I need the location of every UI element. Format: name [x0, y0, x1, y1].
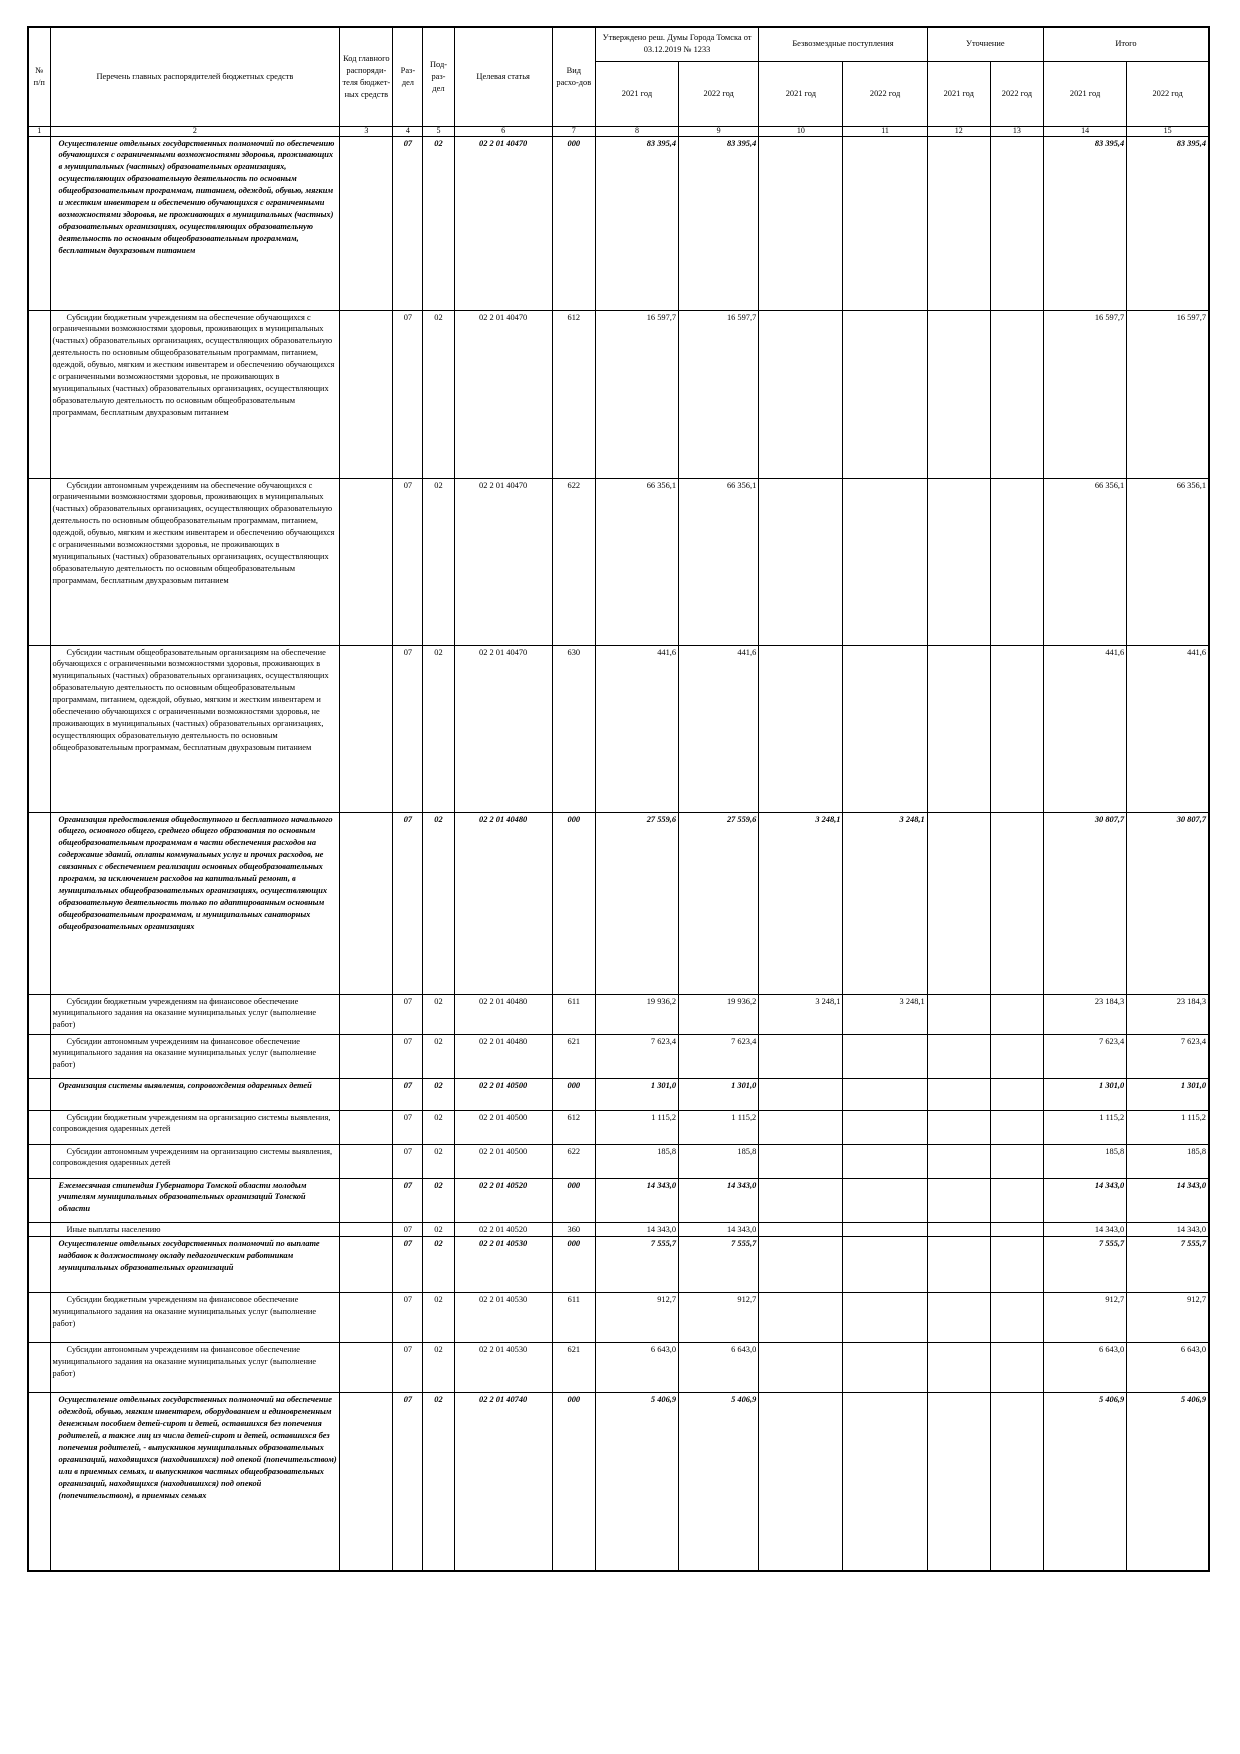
- free-2021: [759, 1110, 843, 1144]
- table-row: [28, 645, 1209, 812]
- row-code: [340, 136, 393, 310]
- row-razdel: 07: [393, 310, 423, 478]
- table-row: [28, 310, 1209, 478]
- free-2022: [843, 1078, 927, 1110]
- clarify-2021: [927, 1144, 990, 1178]
- free-2021: [759, 1144, 843, 1178]
- approved-2021: 185,8: [595, 1144, 678, 1178]
- clarify-2022: [990, 1178, 1043, 1222]
- row-code: [340, 1034, 393, 1078]
- row-code: [340, 1178, 393, 1222]
- column-number: 11: [843, 126, 927, 136]
- header-group-free: Безвозмездные поступления: [759, 27, 927, 61]
- row-number: [28, 1293, 50, 1343]
- header-year: 2021 год: [1043, 61, 1126, 126]
- total-2021: 912,7: [1043, 1293, 1126, 1343]
- header-year: 2022 год: [1127, 61, 1209, 126]
- row-target: 02 2 01 40470: [454, 310, 552, 478]
- approved-2021: 6 643,0: [595, 1343, 678, 1393]
- approved-2021: 7 623,4: [595, 1034, 678, 1078]
- row-name: Субсидии автономным учреждениям на обеспечение обучающихся с ограниченными возможностями здоровья, проживающих в муниципальных (частных) образовательных организациях, осуществляющих образовательную деятельность по основным общеобразовательным программам, питанием, одеждой, обувью, мягким и жестким инвентарем и обеспечению обучающихся с ограниченными возможностями здоровья, не проживающих в муниципальных (частных) образовательных организациях, осуществляющих образовательную деятельность по основным общеобразовательным программам, бесплатным двухразовым питанием: [50, 478, 340, 645]
- row-target: 02 2 01 40500: [454, 1078, 552, 1110]
- row-name: Ежемесячная стипендия Губернатора Томской области молодым учителям муниципальных образовательных организаций Томской области: [50, 1178, 340, 1222]
- table-body: [28, 136, 1209, 1571]
- row-name: Субсидии автономным учреждениям на финансовое обеспечение муниципального задания на оказание муниципальных услуг (выполнение работ): [50, 1343, 340, 1393]
- row-number: [28, 1393, 50, 1571]
- header-year: 2021 год: [927, 61, 990, 126]
- row-number: [28, 136, 50, 310]
- row-target: 02 2 01 40530: [454, 1343, 552, 1393]
- row-razdel: 07: [393, 1110, 423, 1144]
- row-code: [340, 1293, 393, 1343]
- free-2022: [843, 1237, 927, 1293]
- row-number: [28, 1237, 50, 1293]
- column-number: 2: [50, 126, 340, 136]
- row-target: 02 2 01 40480: [454, 1034, 552, 1078]
- approved-2021: 83 395,4: [595, 136, 678, 310]
- row-number: [28, 1078, 50, 1110]
- row-razdel: 07: [393, 136, 423, 310]
- row-vid: 621: [552, 1343, 595, 1393]
- clarify-2022: [990, 478, 1043, 645]
- row-code: [340, 1393, 393, 1571]
- row-vid: 630: [552, 645, 595, 812]
- row-target: 02 2 01 40740: [454, 1393, 552, 1571]
- free-2022: [843, 136, 927, 310]
- approved-2021: 27 559,6: [595, 812, 678, 994]
- column-number: 9: [679, 126, 759, 136]
- clarify-2022: [990, 136, 1043, 310]
- clarify-2021: [927, 1078, 990, 1110]
- total-2022: 14 343,0: [1127, 1178, 1209, 1222]
- header-year: 2022 год: [843, 61, 927, 126]
- total-2022: 441,6: [1127, 645, 1209, 812]
- row-target: 02 2 01 40470: [454, 645, 552, 812]
- total-2021: 30 807,7: [1043, 812, 1126, 994]
- column-number: 12: [927, 126, 990, 136]
- row-code: [340, 1343, 393, 1393]
- row-name: Субсидии бюджетным учреждениям на финансовое обеспечение муниципального задания на оказание муниципальных услуг (выполнение работ): [50, 994, 340, 1034]
- row-podrazdel: 02: [423, 1034, 454, 1078]
- row-vid: 611: [552, 1293, 595, 1343]
- header-group-total: Итого: [1043, 27, 1209, 61]
- column-number: 15: [1127, 126, 1209, 136]
- free-2022: [843, 1222, 927, 1237]
- row-vid: 000: [552, 1178, 595, 1222]
- row-razdel: 07: [393, 1293, 423, 1343]
- header-vid: Вид расхо-дов: [552, 27, 595, 126]
- header-name: Перечень главных распорядителей бюджетных средств: [50, 27, 340, 126]
- free-2021: [759, 1078, 843, 1110]
- header-year: 2022 год: [990, 61, 1043, 126]
- approved-2022: 1 301,0: [679, 1078, 759, 1110]
- clarify-2022: [990, 1222, 1043, 1237]
- table-row: [28, 478, 1209, 645]
- total-2021: 1 115,2: [1043, 1110, 1126, 1144]
- approved-2022: 6 643,0: [679, 1343, 759, 1393]
- table-row-group: [28, 1237, 1209, 1293]
- row-vid: 000: [552, 812, 595, 994]
- row-number: [28, 812, 50, 994]
- row-razdel: 07: [393, 478, 423, 645]
- column-number: 5: [423, 126, 454, 136]
- approved-2022: 7 623,4: [679, 1034, 759, 1078]
- row-name: Осуществление отдельных государственных полномочий на обеспечение одеждой, обувью, мягким инвентарем, оборудованием и единовременным денежным пособием детей-сирот и детей, оставшихся без попечения родителей, а также лиц из числа детей-сирот и детей, оставшихся без попечения родителей, - выпускников муниципальных образовательных организаций, находящихся (находившихся) под опекой (попечительством) или в приемных семьях, и выпускников частных общеобразовательных организаций, находящихся (находившихся) под опекой (попечительством), в приемных семьях: [50, 1393, 340, 1571]
- free-2022: [843, 1144, 927, 1178]
- row-code: [340, 645, 393, 812]
- row-name: Осуществление отдельных государственных полномочий по выплате надбавок к должностному окладу педагогическим работникам муниципальных образовательных организаций: [50, 1237, 340, 1293]
- row-podrazdel: 02: [423, 994, 454, 1034]
- table-row: [28, 1222, 1209, 1237]
- row-razdel: 07: [393, 645, 423, 812]
- clarify-2021: [927, 1293, 990, 1343]
- row-code: [340, 1237, 393, 1293]
- approved-2021: 1 115,2: [595, 1110, 678, 1144]
- free-2021: 3 248,1: [759, 812, 843, 994]
- clarify-2022: [990, 645, 1043, 812]
- total-2022: 185,8: [1127, 1144, 1209, 1178]
- free-2021: [759, 1393, 843, 1571]
- row-razdel: 07: [393, 1237, 423, 1293]
- clarify-2022: [990, 1237, 1043, 1293]
- row-vid: 000: [552, 136, 595, 310]
- row-target: 02 2 01 40530: [454, 1237, 552, 1293]
- clarify-2021: [927, 136, 990, 310]
- row-target: 02 2 01 40500: [454, 1144, 552, 1178]
- column-number: 4: [393, 126, 423, 136]
- clarify-2022: [990, 1144, 1043, 1178]
- column-number: 6: [454, 126, 552, 136]
- header-year: 2021 год: [595, 61, 678, 126]
- free-2021: [759, 645, 843, 812]
- clarify-2021: [927, 310, 990, 478]
- free-2021: [759, 1237, 843, 1293]
- table-row: [28, 1343, 1209, 1393]
- row-name: Субсидии частным общеобразовательным организациям на обеспечение обучающихся с ограниченными возможностями здоровья, проживающих в муниципальных (частных) образовательных организациях, осуществляющих образовательную деятельность по основным общеобразовательным программам, питанием, одеждой, обувью, мягким и жестким инвентарем и обеспечению обучающихся с ограниченными возможностями здоровья, не проживающих в муниципальных (частных) образовательных организациях, осуществляющих образовательную деятельность по основным общеобразовательным программам, бесплатным двухразовым питанием: [50, 645, 340, 812]
- row-podrazdel: 02: [423, 310, 454, 478]
- clarify-2021: [927, 1110, 990, 1144]
- column-number: 3: [340, 126, 393, 136]
- row-podrazdel: 02: [423, 1144, 454, 1178]
- table-header: [28, 27, 1209, 136]
- row-number: [28, 1144, 50, 1178]
- total-2022: 6 643,0: [1127, 1343, 1209, 1393]
- header-num: № п/п: [28, 27, 50, 126]
- total-2021: 1 301,0: [1043, 1078, 1126, 1110]
- approved-2021: 1 301,0: [595, 1078, 678, 1110]
- approved-2022: 14 343,0: [679, 1222, 759, 1237]
- row-name: Иные выплаты населению: [50, 1222, 340, 1237]
- clarify-2022: [990, 1343, 1043, 1393]
- clarify-2021: [927, 1178, 990, 1222]
- row-target: 02 2 01 40470: [454, 136, 552, 310]
- clarify-2021: [927, 1222, 990, 1237]
- clarify-2022: [990, 812, 1043, 994]
- row-code: [340, 994, 393, 1034]
- row-vid: 000: [552, 1078, 595, 1110]
- row-target: 02 2 01 40530: [454, 1293, 552, 1343]
- clarify-2021: [927, 645, 990, 812]
- clarify-2022: [990, 1078, 1043, 1110]
- row-name: Организация предоставления общедоступного и бесплатного начального общего, основного общего, среднего общего образования по основным общеобразовательным программам в части обеспечения расходов на содержание зданий, оплаты коммунальных услуг и прочих расходов, не связанных с обеспечением реализации основных общеобразовательных программ, за исключением расходов на капитальный ремонт, в муниципальных общеобразовательных организациях, осуществляющих образовательную деятельность только по адаптированным основным общеобразовательным программам, и муниципальных санаторных общеобразовательных организациях: [50, 812, 340, 994]
- column-number: 13: [990, 126, 1043, 136]
- clarify-2021: [927, 1034, 990, 1078]
- free-2022: [843, 645, 927, 812]
- row-vid: 622: [552, 478, 595, 645]
- header-group-approved: Утверждено реш. Думы Города Томска от 03.12.2019 № 1233: [595, 27, 758, 61]
- total-2021: 185,8: [1043, 1144, 1126, 1178]
- row-podrazdel: 02: [423, 1343, 454, 1393]
- approved-2021: 7 555,7: [595, 1237, 678, 1293]
- free-2022: [843, 1393, 927, 1571]
- row-podrazdel: 02: [423, 812, 454, 994]
- clarify-2022: [990, 1393, 1043, 1571]
- free-2022: [843, 1178, 927, 1222]
- approved-2022: 1 115,2: [679, 1110, 759, 1144]
- free-2022: [843, 478, 927, 645]
- approved-2021: 5 406,9: [595, 1393, 678, 1571]
- approved-2022: 185,8: [679, 1144, 759, 1178]
- clarify-2022: [990, 994, 1043, 1034]
- row-podrazdel: 02: [423, 478, 454, 645]
- clarify-2021: [927, 812, 990, 994]
- free-2021: [759, 1034, 843, 1078]
- row-number: [28, 645, 50, 812]
- row-number: [28, 994, 50, 1034]
- row-vid: 622: [552, 1144, 595, 1178]
- free-2022: [843, 1293, 927, 1343]
- row-name: Субсидии бюджетным учреждениям на обеспечение обучающихся с ограниченными возможностями здоровья, проживающих в муниципальных (частных) образовательных организациях, осуществляющих образовательную деятельность по основным общеобразовательным программам, питанием, одеждой, обувью, мягким и жестким инвентарем и обеспечению обучающихся с ограниченными возможностями здоровья, не проживающих в муниципальных (частных) образовательных организациях, осуществляющих образовательную деятельность по основным общеобразовательным программам, бесплатным двухразовым питанием: [50, 310, 340, 478]
- table-row: [28, 994, 1209, 1034]
- total-2022: 30 807,7: [1127, 812, 1209, 994]
- row-name: Субсидии бюджетным учреждениям на финансовое обеспечение муниципального задания на оказание муниципальных услуг (выполнение работ): [50, 1293, 340, 1343]
- row-razdel: 07: [393, 1222, 423, 1237]
- row-target: 02 2 01 40480: [454, 994, 552, 1034]
- row-target: 02 2 01 40520: [454, 1222, 552, 1237]
- free-2021: [759, 1178, 843, 1222]
- table-row-group: [28, 136, 1209, 310]
- table-row-group: [28, 1078, 1209, 1110]
- approved-2021: 441,6: [595, 645, 678, 812]
- clarify-2022: [990, 310, 1043, 478]
- table-row-group: [28, 1393, 1209, 1571]
- approved-2021: 19 936,2: [595, 994, 678, 1034]
- row-podrazdel: 02: [423, 1078, 454, 1110]
- approved-2022: 66 356,1: [679, 478, 759, 645]
- row-number: [28, 310, 50, 478]
- table-row: [28, 1144, 1209, 1178]
- free-2022: 3 248,1: [843, 994, 927, 1034]
- clarify-2021: [927, 1393, 990, 1571]
- total-2022: 14 343,0: [1127, 1222, 1209, 1237]
- total-2022: 1 301,0: [1127, 1078, 1209, 1110]
- row-podrazdel: 02: [423, 1222, 454, 1237]
- column-number: 10: [759, 126, 843, 136]
- header-target: Целевая статья: [454, 27, 552, 126]
- total-2022: 1 115,2: [1127, 1110, 1209, 1144]
- approved-2022: 14 343,0: [679, 1178, 759, 1222]
- free-2021: [759, 1293, 843, 1343]
- table-row-group: [28, 1178, 1209, 1222]
- row-number: [28, 1343, 50, 1393]
- total-2021: 7 555,7: [1043, 1237, 1126, 1293]
- clarify-2022: [990, 1110, 1043, 1144]
- row-code: [340, 478, 393, 645]
- column-number-row: [28, 126, 1209, 136]
- approved-2021: 14 343,0: [595, 1178, 678, 1222]
- free-2022: [843, 1034, 927, 1078]
- row-number: [28, 1110, 50, 1144]
- row-podrazdel: 02: [423, 136, 454, 310]
- budget-table: [27, 26, 1210, 1572]
- total-2022: 83 395,4: [1127, 136, 1209, 310]
- approved-2022: 16 597,7: [679, 310, 759, 478]
- row-target: 02 2 01 40480: [454, 812, 552, 994]
- row-podrazdel: 02: [423, 1110, 454, 1144]
- row-code: [340, 1222, 393, 1237]
- free-2021: 3 248,1: [759, 994, 843, 1034]
- row-podrazdel: 02: [423, 1293, 454, 1343]
- row-vid: 612: [552, 1110, 595, 1144]
- row-podrazdel: 02: [423, 1237, 454, 1293]
- total-2021: 16 597,7: [1043, 310, 1126, 478]
- row-vid: 611: [552, 994, 595, 1034]
- row-razdel: 07: [393, 1034, 423, 1078]
- row-vid: 000: [552, 1393, 595, 1571]
- total-2022: 912,7: [1127, 1293, 1209, 1343]
- total-2022: 16 597,7: [1127, 310, 1209, 478]
- total-2021: 7 623,4: [1043, 1034, 1126, 1078]
- row-code: [340, 1078, 393, 1110]
- row-code: [340, 812, 393, 994]
- free-2022: 3 248,1: [843, 812, 927, 994]
- free-2021: [759, 478, 843, 645]
- header-group-clarify: Уточнение: [927, 27, 1043, 61]
- row-name: Осуществление отдельных государственных полномочий по обеспечению обучающихся с ограниченными возможностями здоровья, проживающих в муниципальных (частных) образовательных организациях, осуществляющих образовательную деятельность по основным общеобразовательным программам, питанием, одеждой, обувью, мягким и жестким инвентарем и обеспечению обучающихся с ограниченными возможностями здоровья, не проживающих в муниципальных (частных) образовательных организациях, осуществляющих образовательную деятельность по основным общеобразовательным программам, бесплатным двухразовым питанием: [50, 136, 340, 310]
- row-number: [28, 478, 50, 645]
- row-podrazdel: 02: [423, 1393, 454, 1571]
- clarify-2021: [927, 1343, 990, 1393]
- row-razdel: 07: [393, 1078, 423, 1110]
- free-2022: [843, 1343, 927, 1393]
- row-target: 02 2 01 40500: [454, 1110, 552, 1144]
- row-razdel: 07: [393, 1144, 423, 1178]
- free-2021: [759, 1222, 843, 1237]
- row-target: 02 2 01 40520: [454, 1178, 552, 1222]
- row-name: Субсидии автономным учреждениям на организацию системы выявления, сопровождения одаренных детей: [50, 1144, 340, 1178]
- approved-2021: 16 597,7: [595, 310, 678, 478]
- row-code: [340, 310, 393, 478]
- row-number: [28, 1178, 50, 1222]
- approved-2022: 441,6: [679, 645, 759, 812]
- table-row: [28, 1293, 1209, 1343]
- row-name: Субсидии бюджетным учреждениям на организацию системы выявления, сопровождения одаренных детей: [50, 1110, 340, 1144]
- approved-2021: 14 343,0: [595, 1222, 678, 1237]
- total-2022: 7 623,4: [1127, 1034, 1209, 1078]
- approved-2022: 27 559,6: [679, 812, 759, 994]
- approved-2021: 66 356,1: [595, 478, 678, 645]
- approved-2022: 5 406,9: [679, 1393, 759, 1571]
- clarify-2021: [927, 478, 990, 645]
- row-vid: 621: [552, 1034, 595, 1078]
- table-row-group: [28, 812, 1209, 994]
- approved-2022: 912,7: [679, 1293, 759, 1343]
- total-2022: 7 555,7: [1127, 1237, 1209, 1293]
- table-row: [28, 1034, 1209, 1078]
- column-number: 1: [28, 126, 50, 136]
- header-razdel: Раз-дел: [393, 27, 423, 126]
- row-razdel: 07: [393, 1178, 423, 1222]
- row-razdel: 07: [393, 1343, 423, 1393]
- total-2021: 14 343,0: [1043, 1178, 1126, 1222]
- clarify-2021: [927, 1237, 990, 1293]
- row-vid: 000: [552, 1237, 595, 1293]
- approved-2022: 19 936,2: [679, 994, 759, 1034]
- total-2021: 441,6: [1043, 645, 1126, 812]
- header-year: 2021 год: [759, 61, 843, 126]
- row-target: 02 2 01 40470: [454, 478, 552, 645]
- column-number: 14: [1043, 126, 1126, 136]
- total-2022: 5 406,9: [1127, 1393, 1209, 1571]
- free-2022: [843, 1110, 927, 1144]
- clarify-2022: [990, 1293, 1043, 1343]
- approved-2022: 83 395,4: [679, 136, 759, 310]
- free-2021: [759, 136, 843, 310]
- free-2021: [759, 310, 843, 478]
- header-year: 2022 год: [679, 61, 759, 126]
- total-2021: 14 343,0: [1043, 1222, 1126, 1237]
- total-2022: 23 184,3: [1127, 994, 1209, 1034]
- row-podrazdel: 02: [423, 645, 454, 812]
- row-name: Организация системы выявления, сопровождения одаренных детей: [50, 1078, 340, 1110]
- total-2021: 83 395,4: [1043, 136, 1126, 310]
- clarify-2021: [927, 994, 990, 1034]
- row-razdel: 07: [393, 994, 423, 1034]
- approved-2022: 7 555,7: [679, 1237, 759, 1293]
- total-2021: 5 406,9: [1043, 1393, 1126, 1571]
- approved-2021: 912,7: [595, 1293, 678, 1343]
- row-number: [28, 1222, 50, 1237]
- row-code: [340, 1110, 393, 1144]
- row-name: Субсидии автономным учреждениям на финансовое обеспечение муниципального задания на оказание муниципальных услуг (выполнение работ): [50, 1034, 340, 1078]
- total-2021: 6 643,0: [1043, 1343, 1126, 1393]
- table-row: [28, 1110, 1209, 1144]
- clarify-2022: [990, 1034, 1043, 1078]
- total-2022: 66 356,1: [1127, 478, 1209, 645]
- row-number: [28, 1034, 50, 1078]
- header-podrazdel: Под-раз-дел: [423, 27, 454, 126]
- row-vid: 360: [552, 1222, 595, 1237]
- free-2021: [759, 1343, 843, 1393]
- total-2021: 66 356,1: [1043, 478, 1126, 645]
- header-code: Код главного распоряди-теля бюджет-ных средств: [340, 27, 393, 126]
- free-2022: [843, 310, 927, 478]
- row-code: [340, 1144, 393, 1178]
- total-2021: 23 184,3: [1043, 994, 1126, 1034]
- row-razdel: 07: [393, 1393, 423, 1571]
- column-number: 8: [595, 126, 678, 136]
- row-podrazdel: 02: [423, 1178, 454, 1222]
- row-vid: 612: [552, 310, 595, 478]
- row-razdel: 07: [393, 812, 423, 994]
- column-number: 7: [552, 126, 595, 136]
